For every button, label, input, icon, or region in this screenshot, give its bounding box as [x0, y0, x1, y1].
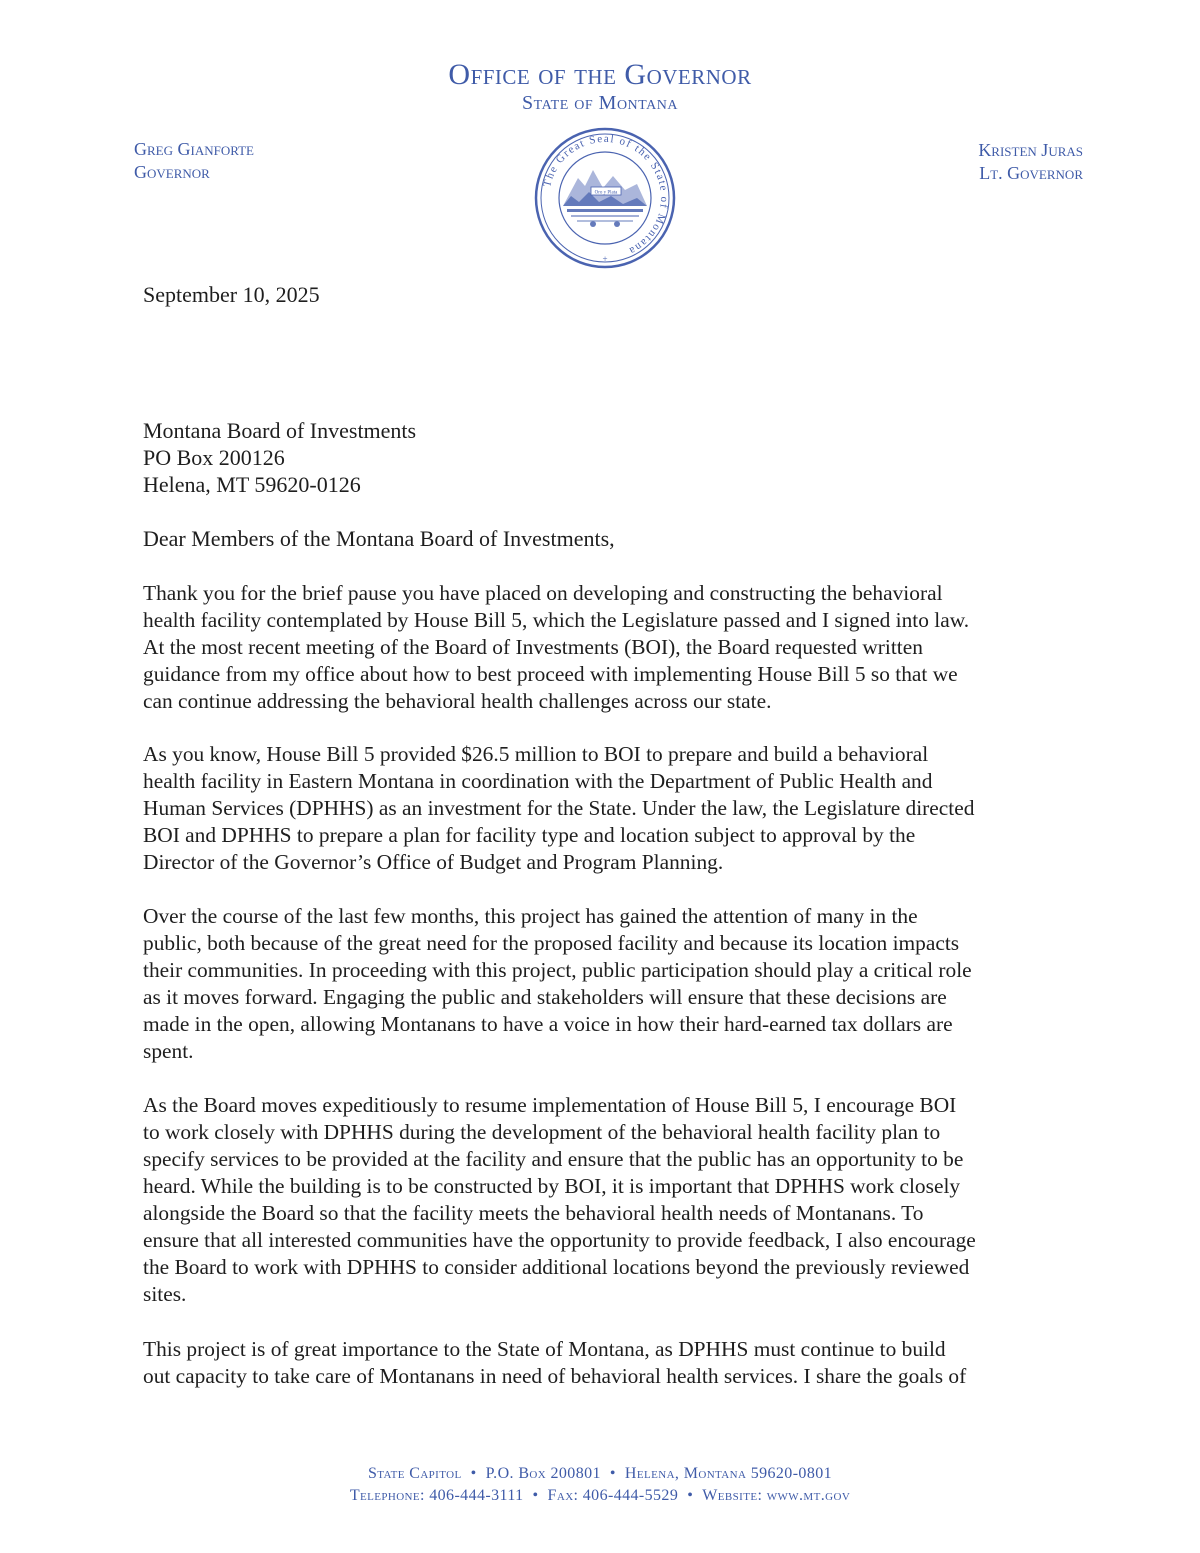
footer-contact-line	[0, 1487, 1200, 1505]
body-paragraph	[143, 1092, 1068, 1308]
governor-block	[134, 138, 254, 184]
footer-item: State Capitol	[367, 1465, 462, 1482]
paragraph-line: guidance from my office about how to best proceed with implementing House Bill 5 so that we	[143, 662, 958, 686]
body-paragraph	[143, 1336, 1068, 1390]
lt-governor-name: Kristen Juras	[978, 140, 1083, 160]
lt-governor-title: Lt. Governor	[979, 163, 1083, 183]
paragraph-line: At the most recent meeting of the Board of Investments (BOI), the Board requested written	[143, 635, 923, 659]
paragraph-line: Thank you for the brief pause you have placed on developing and constructing the behavioral	[143, 581, 943, 605]
paragraph-line: to work closely with DPHHS during the development of the behavioral health facility plan to	[143, 1120, 941, 1144]
letter-date: September 10, 2025	[143, 282, 320, 307]
footer-phone: Telephone: 406-444-3111	[349, 1487, 524, 1504]
paragraph-line: made in the open, allowing Montanans to have a voice in how their hard-earned tax dollars are	[143, 1012, 953, 1036]
footer-separator: •	[609, 1465, 616, 1482]
body-paragraph	[143, 580, 1068, 715]
footer-separator: •	[687, 1487, 694, 1504]
paragraph-line: can continue addressing the behavioral health challenges across our state.	[143, 689, 772, 713]
letterhead-office-title: Office of the Governor	[448, 58, 752, 91]
footer-address-line	[0, 1465, 1200, 1483]
recipient-line: PO Box 200126	[143, 445, 285, 470]
governor-name: Greg Gianforte	[134, 139, 254, 159]
seal-landscape	[563, 170, 647, 227]
footer-separator: •	[470, 1465, 477, 1482]
body-paragraph	[143, 741, 1068, 876]
footer-separator: •	[532, 1487, 539, 1504]
svg-text:+: +	[602, 254, 608, 264]
paragraph-line: sites.	[143, 1282, 187, 1306]
paragraph-line: BOI and DPHHS to prepare a plan for facility type and location subject to approval by the	[143, 823, 916, 847]
paragraph-line: Director of the Governor’s Office of Budget and Program Planning.	[143, 850, 724, 874]
paragraph-line: This project is of great importance to the State of Montana, as DPHHS must continue to build	[143, 1337, 946, 1361]
paragraph-line: As you know, House Bill 5 provided $26.5 million to BOI to prepare and build a behavioral	[143, 742, 929, 766]
paragraph-line: As the Board moves expeditiously to resume implementation of House Bill 5, I encourage BOI	[143, 1093, 957, 1117]
salutation: Dear Members of the Montana Board of Investments,	[143, 526, 615, 551]
paragraph-line: Over the course of the last few months, this project has gained the attention of many in the	[143, 904, 918, 928]
paragraph-line: specify services to be provided at the facility and ensure that the public has an opportunity to be	[143, 1147, 964, 1171]
paragraph-line: as it moves forward. Engaging the public and stakeholders will ensure that these decisions are	[143, 985, 947, 1009]
footer-website: Website: www.mt.gov	[702, 1487, 851, 1504]
paragraph-line: out capacity to take care of Montanans in need of behavioral health services. I share the goals of	[143, 1364, 967, 1388]
seal-motto: Oro y Plata	[594, 190, 618, 196]
seal-text: The Great Seal of the State of Montana	[541, 132, 671, 258]
letterhead-state-subtitle: State of Montana	[522, 92, 678, 114]
paragraph-line: public, both because of the great need for the proposed facility and because its location impacts	[143, 931, 960, 955]
paragraph-line: ensure that all interested communities have the opportunity to provide feedback, I also encourage	[143, 1228, 976, 1252]
recipient-address	[143, 417, 416, 498]
paragraph-line: health facility contemplated by House Bill 5, which the Legislature passed and I signed into law.	[143, 608, 970, 632]
body-paragraph	[143, 903, 1068, 1065]
footer-fax: Fax: 406-444-5529	[547, 1487, 679, 1504]
recipient-line: Helena, MT 59620-0126	[143, 472, 361, 497]
paragraph-line: the Board to work with DPHHS to consider additional locations beyond the previously reviewed	[143, 1255, 970, 1279]
paragraph-line: heard. While the building is to be constructed by BOI, it is important that DPHHS work closely	[143, 1174, 961, 1198]
paragraph-line: their communities. In proceeding with this project, public participation should play a critical role	[143, 958, 972, 982]
paragraph-line: Human Services (DPHHS) as an investment for the State. Under the law, the Legislature directed	[143, 796, 975, 820]
paragraph-line: health facility in Eastern Montana in coordination with the Department of Public Health and	[143, 769, 933, 793]
footer-item: P.O. Box 200801	[485, 1465, 601, 1482]
paragraph-line: spent.	[143, 1039, 194, 1063]
governor-title: Governor	[134, 162, 210, 182]
paragraph-line: alongside the Board so that the facility meets the behavioral health needs of Montanans. To	[143, 1201, 924, 1225]
state-seal-icon	[533, 126, 677, 270]
recipient-line: Montana Board of Investments	[143, 418, 417, 443]
footer-item: Helena, Montana 59620-0801	[624, 1465, 833, 1482]
lt-governor-block	[978, 139, 1083, 185]
